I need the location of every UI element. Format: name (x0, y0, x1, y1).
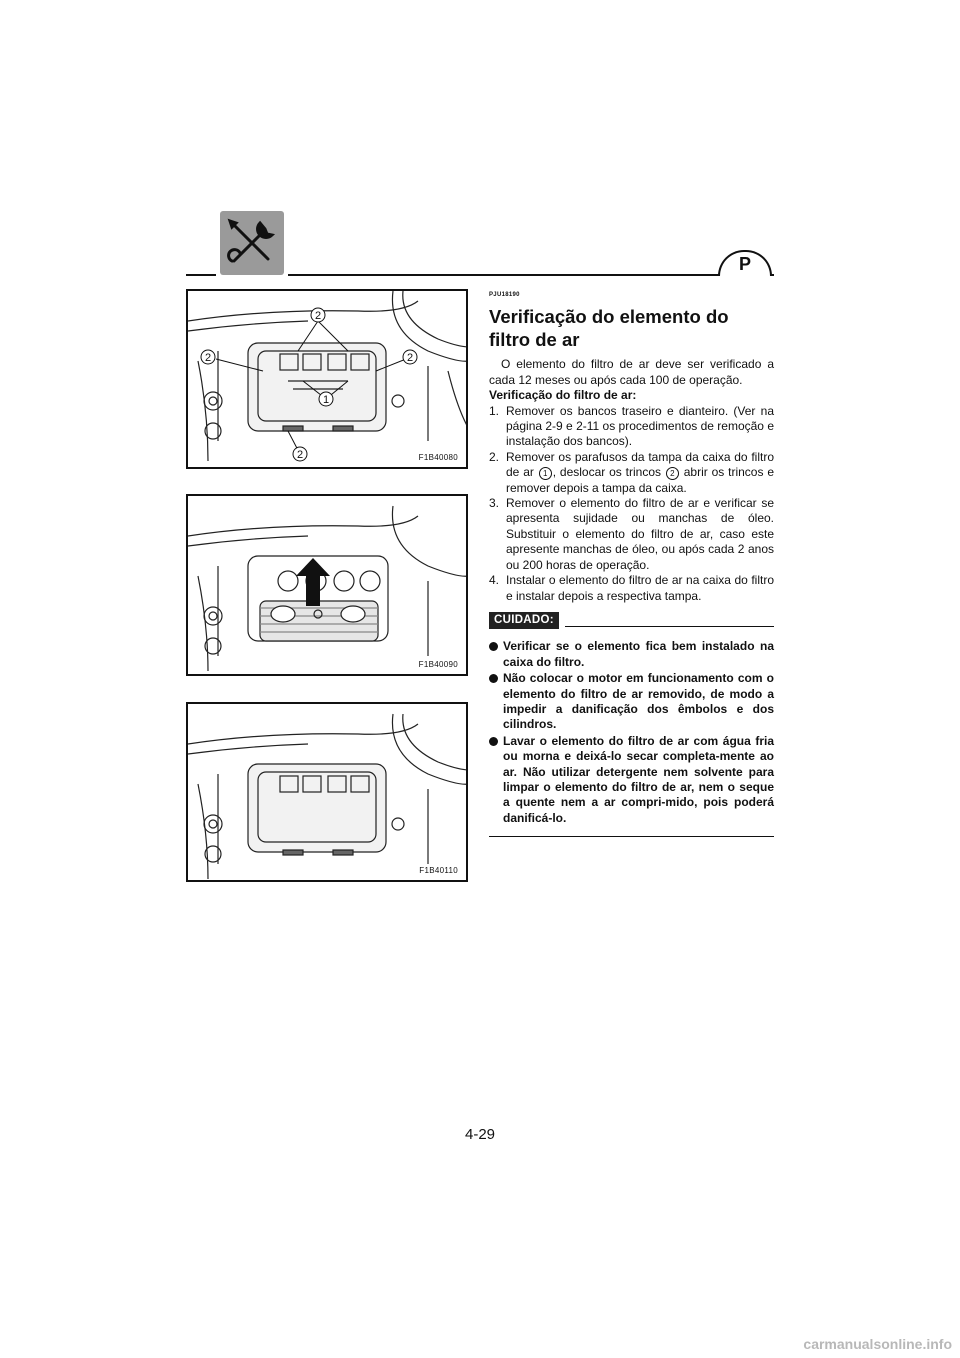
section-title: Verificação do elemento do filtro de ar (489, 306, 729, 351)
callout-2-left: 2 (204, 352, 212, 364)
step-number: 4. (489, 573, 500, 588)
caution-end-rule (489, 836, 774, 837)
airbox-cover-illustration (188, 291, 468, 469)
step-text: Remover o elemento do filtro de ar e verificar se apresenta sujidade ou manchas de óleo. Substituir o elemento do filtro de ar, caso este apresente manchas de óleo, ou após cada 2 anos ou 200 horas de operação. (506, 496, 774, 572)
bullet-icon (489, 671, 503, 733)
section-tab (220, 211, 284, 275)
callout-1: 1 (322, 394, 330, 406)
page-number: 4-29 (464, 1126, 496, 1143)
step-4 (489, 573, 774, 604)
airbox-installed-illustration (188, 704, 468, 882)
step-number: 1. (489, 403, 500, 418)
caution-list (489, 639, 774, 826)
step-number: 2. (489, 449, 500, 464)
step-text: Remover os bancos traseiro e dianteiro. (Ver na página 2-9 e 2-11 os procedimentos de remoção e instalação dos bancos). (506, 403, 774, 449)
caution-header (489, 612, 774, 629)
callout-2-top: 2 (314, 310, 322, 322)
figure-code: F1B40110 (419, 866, 458, 875)
language-badge: P (718, 250, 772, 276)
ref-callout-1: 1 (539, 467, 552, 480)
air-filter-element-illustration (188, 496, 468, 676)
step-2 (489, 450, 774, 496)
ref-callout-2: 2 (666, 467, 679, 480)
step-text: Instalar o elemento do filtro de ar na caixa do filtro e instalar depois a respectiva tampa. (506, 573, 774, 603)
caution-label: CUIDADO: (489, 612, 559, 629)
figure-airbox-element (186, 494, 468, 676)
wrench-screwdriver-icon (220, 211, 284, 275)
caution-item: Lavar o elemento do filtro de ar com água fria ou morna e deixá-lo secar completa-mente ao ar. Não utilizar detergente nem solvente para limpar o elemento do filtro de ar, nem o seque a quente nem a ar compri-mido, pois poderá danificá-lo. (489, 734, 774, 826)
bullet-icon (489, 734, 503, 826)
step-text: Remover os parafusos da tampa da caixa do filtro de ar 1 , deslocar os trincos 2 abrir os trincos e remover depois a tampa da caixa. (506, 449, 774, 495)
step-3 (489, 496, 774, 573)
bullet-icon (489, 639, 503, 670)
header-rule-left (186, 274, 216, 276)
figure-airbox-cover (186, 289, 468, 469)
header-rule-right (288, 274, 774, 276)
callout-2-right: 2 (406, 352, 414, 364)
section-code: PJU18190 (489, 292, 520, 298)
callout-2-bottom: 2 (296, 449, 304, 461)
caution-item: Verificar se o elemento fica bem instalado na caixa do filtro. (489, 639, 774, 670)
sub-heading: Verificação do filtro de ar: (489, 388, 637, 403)
step-number: 3. (489, 496, 500, 511)
intro-paragraph: O elemento do filtro de ar deve ser verificado a cada 12 meses ou após cada 100 de operação. (489, 357, 774, 387)
figure-code: F1B40080 (418, 453, 458, 462)
caution-item: Não colocar o motor em funcionamento com o elemento do filtro de ar removido, de modo a impedir a danificação dos êmbolos e dos cilindros. (489, 671, 774, 733)
watermark: carmanualsonline.info (803, 1336, 952, 1352)
figure-airbox-installed (186, 702, 468, 882)
caution-rule (565, 626, 774, 627)
step-1 (489, 404, 774, 450)
figure-code: F1B40090 (418, 660, 458, 669)
text-column (489, 284, 774, 837)
